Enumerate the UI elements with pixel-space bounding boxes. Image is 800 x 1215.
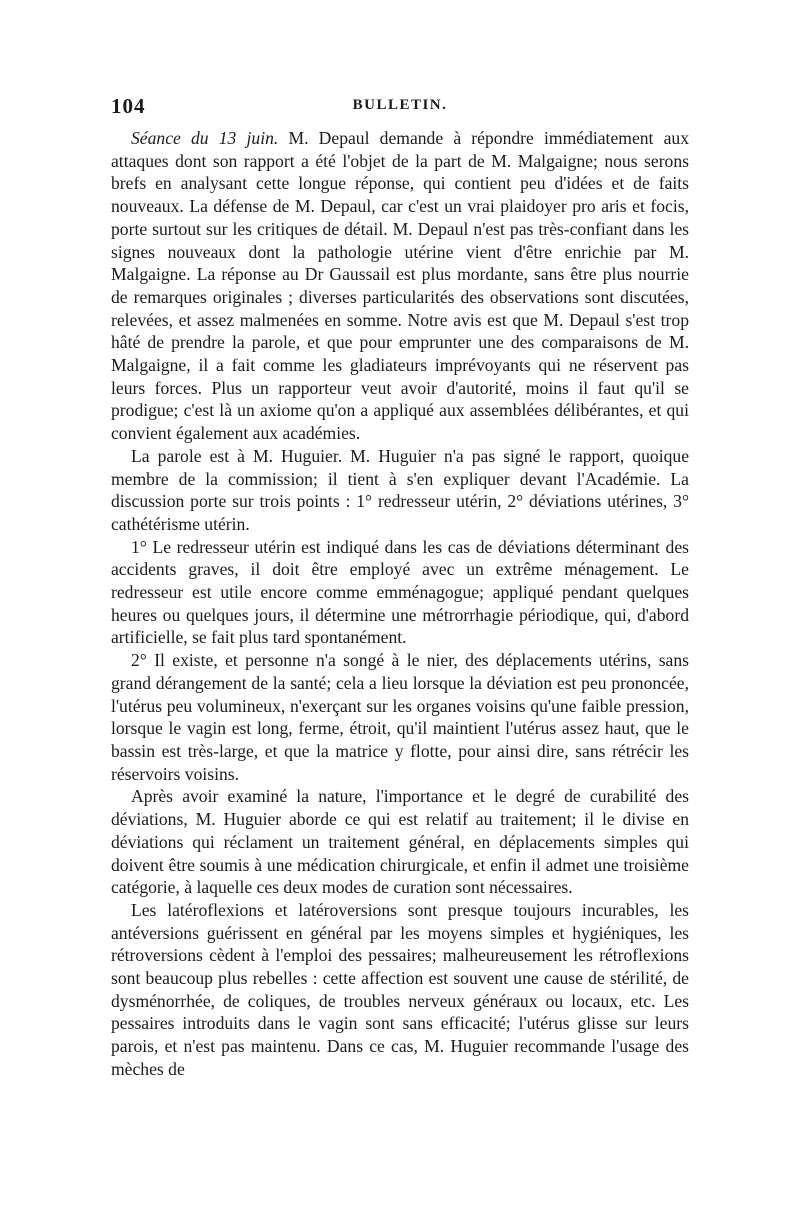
session-date-lead: Séance du 13 juin. [131, 128, 279, 148]
page-number: 104 [111, 94, 146, 118]
paragraph: 2° Il existe, et personne n'a songé à le nier, des déplacements utérins, sans grand dérangement de la santé; cela a lieu lorsque la déviation est peu prononcée, l'utérus peu volumineux, n'exerçant sur les organes voisins qu'une faible pression, lorsque le vagin est long, ferme, étroit, qu'il maintient l'utérus assez haut, que le bassin est très-large, et que la matrice y flotte, pour ainsi dire, sans rétrécir les réservoirs voisins. [111, 650, 689, 784]
paragraph: La parole est à M. Huguier. M. Huguier n'a pas signé le rapport, quoique membre de la commission; il tient à s'en expliquer devant l'Académie. La discussion porte sur trois points : 1° redresseur utérin, 2° déviations utérines, 3° cathétérisme utérin. [111, 445, 689, 534]
paragraph: 1° Le redresseur utérin est indiqué dans les cas de déviations déterminant des accidents graves, il doit être employé avec un extrême ménagement. Le redresseur est utile encore comme emménagogue; appliqué pendant quelques heures ou quelques jours, il détermine une métrorrhagie périodique, qui, d'abord artificielle, se fait plus tard spontanément. [111, 536, 689, 648]
paragraph: Après avoir examiné la nature, l'importance et le degré de curabilité des déviations, M. Huguier aborde ce qui est relatif au traitement; il le divise en déviations qui réclament un traitement général, en déplacements simples qui doivent être soumis à une médication chirurgicale, et enfin il admet une troisième catégorie, à laquelle ces deux modes de curation sont nécessaires. [111, 786, 689, 898]
running-title: BULLETIN. [352, 97, 448, 113]
paragraph [111, 127, 689, 445]
page-header [111, 94, 689, 120]
paragraph-text: M. Depaul demande à répondre immédiatement aux attaques dont son rapport a été l'objet de la part de M. Malgaigne; nous serons brefs en analysant cette longue réponse, qui contient peu d'idées et de faits nouveaux. La défense de M. Depaul, car c'est un vrai plaidoyer pro aris et focis, porte surtout sur les critiques de détail. M. Depaul n'est pas très-confiant dans les signes nouveaux dont la pathologie utérine vient d'être enrichie par M. Malgaigne. La réponse au Dr Gaussail est plus mordante, sans être plus nourrie de remarques originales ; diverses particularités des observations sont discutées, relevées, et assez malmenées en somme. Notre avis est que M. Depaul s'est trop hâté de prendre la parole, et que pour emprunter une des comparaisons de M. Malgaigne, il a fait comme les gladiateurs imprévoyants qui ne réservent pas leurs forces. Plus un rapporteur veut avoir d'autorité, moins il faut qu'il se prodigue; c'est là un axiome qu'on a appliqué aux assemblées délibérantes, et qui convient également aux académies. [111, 128, 690, 444]
paragraph: Les latéroflexions et latéroversions sont presque toujours incurables, les antéversions guérissent en général par les moyens simples et hygiéniques, les rétroversions cèdent à l'emploi des pessaires; malheureusement les rétroflexions sont beaucoup plus rebelles : cette affection est souvent une cause de stérilité, de dysménorrhée, de coliques, de troubles nerveux généraux ou locaux, etc. Les pessaires introduits dans le vagin sont sans efficacité; l'utérus glisse sur leurs parois, et n'est pas maintenu. Dans ce cas, M. Huguier recommande l'usage des mèches de [111, 899, 689, 1079]
body-text [111, 127, 689, 1081]
